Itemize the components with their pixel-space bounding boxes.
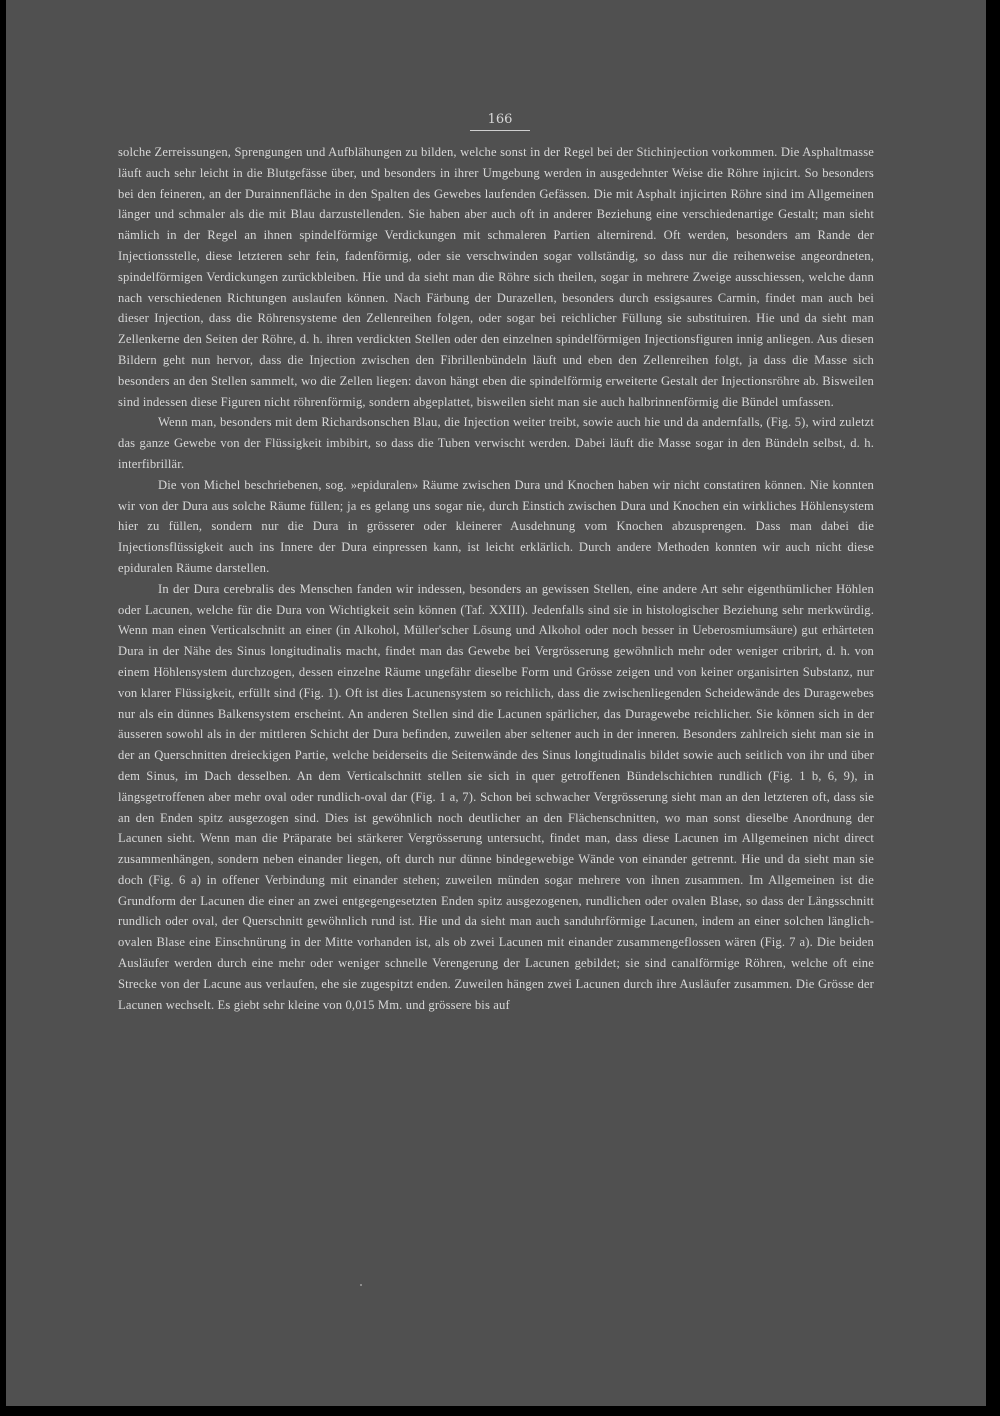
body-text — [118, 142, 874, 1015]
paragraph-3: Die von Michel beschriebenen, sog. »epiduralen» Räume zwischen Dura und Knochen haben wir nicht constatiren können. Nie konnten wir von der Dura aus solche Räume füllen; ja es gelang uns sogar nie, durch Einstich zwischen Dura und Knochen ein wirkliches Höhlensystem hier zu füllen, sondern nur die Dura in grösserer oder kleinerer Ausdehnung vom Knochen abzusprengen. Dass man dabei die Injectionsflüssigkeit auch ins Innere der Dura einpressen kann, ist leicht erklärlich. Durch andere Methoden konnten wir auch nicht diese epiduralen Räume darstellen. — [118, 477, 874, 575]
paragraph-2: Wenn man, besonders mit dem Richardsonschen Blau, die Injection weiter treibt, sowie auch hie und da andernfalls, (Fig. 5), wird zuletzt das ganze Gewebe von der Flüssigkeit imbibirt, so dass die Tuben verwischt werden. Dabei läuft die Masse sogar in den Bündeln selbst, d. h. interfibrillär. — [118, 415, 874, 471]
scan-speck — [360, 1284, 362, 1286]
page-number: 166 — [470, 112, 530, 131]
scan-border-bottom — [0, 1406, 1000, 1416]
paragraph-4: In der Dura cerebralis des Menschen fanden wir indessen, besonders an gewissen Stellen, eine andere Art sehr eigenthümlicher Höhlen oder Lacunen, welche für die Dura von Wichtigkeit sein können (Taf. XXIII). Jedenfalls sind sie in histologischer Beziehung sehr merkwürdig. Wenn man einen Verticalschnitt an einer (in Alkohol, Müller'scher Lösung und Alkohol oder noch besser in Ueberosmiumsäure) gut erhärteten Dura in der Nähe des Sinus longitudinalis macht, findet man das Gewebe bei Vergrösserung gewöhnlich mehr oder weniger cribrirt, d. h. von einem Höhlensystem durchzogen, dessen einzelne Räume ungefähr dieselbe Form und Grösse zeigen und von keiner organisirten Substanz, nur von klarer Flüssigkeit, erfüllt sind (Fig. 1). Oft ist dies Lacunensystem so reichlich, dass die zwischenliegenden Scheidewände des Duragewebes nur als ein dünnes Balkensystem erscheint. An anderen Stellen sind die Lacunen spärlicher, das Duragewebe reichlicher. Sie können sich in der äusseren sowohl als in der mittleren Schicht der Dura befinden, zuweilen aber seltener auch in der inneren. Besonders zahlreich sieht man sie in der an Querschnitten dreieckigen Partie, welche beiderseits die Seitenwände des Sinus longitudinalis bildet sowie auch seitlich von ihr und über dem Sinus, im Dach desselben. An dem Verticalschnitt stellen sie sich in quer getroffenen Bündelschichten rundlich (Fig. 1 b, 6, 9), in längsgetroffenen aber mehr oval oder rundlich-oval dar (Fig. 1 a, 7). Schon bei schwacher Vergrösserung sieht man an den letzteren oft, dass sie an den Enden spitz ausgezogen sind. Dies ist gewöhnlich noch deutlicher an den Flächenschnitten, wo man sonst dieselbe Anordnung der Lacunen sieht. Wenn man die Präparate bei stärkerer Vergrösserung untersucht, findet man, dass diese Lacunen im Allgemeinen nicht direct zusammenhängen, sondern neben einander liegen, oft durch nur dünne bindegewebige Wände von einander getrennt. Hie und da sieht man sie doch (Fig. 6 a) in offener Verbindung mit einander stehen; zuweilen münden sogar mehrere von ihnen zusammen. Im Allgemeinen ist die Grundform der Lacunen die einer an zwei entgegengesetzten Enden spitz ausgezogenen, rundlichen oder ovalen Blase, so dass der Längsschnitt rundlich oder oval, der Querschnitt gewöhnlich rund ist. Hie und da sieht man auch sanduhrförmige Lacunen, indem an einer solchen länglich-ovalen Blase eine Einschnürung in der Mitte vorhanden ist, als ob zwei Lacunen mit einander zusammengeflossen wären (Fig. 7 a). Die beiden Ausläufer werden durch eine mehr oder weniger schnelle Verengerung der Lacunen gebildet; sie sind canalförmige Röhren, welche oft eine Strecke von der Lacune aus verlaufen, ehe sie zugespitzt enden. Zuweilen hängen zwei Lacunen durch ihre Ausläufer zusammen. Die Grösse der Lacunen wechselt. Es giebt sehr kleine von 0,015 Mm. und grössere bis auf — [118, 581, 874, 1012]
scan-border-left — [0, 0, 6, 1416]
scan-border-right — [986, 0, 1000, 1416]
paragraph-1: solche Zerreissungen, Sprengungen und Aufblähungen zu bilden, welche sonst in der Regel bei der Stichinjection vorkommen. Die Asphaltmasse läuft auch sehr leicht in die Blutgefässe über, und besonders in ihrer Umgebung werden in ausgedehnter Weise die Röhre injicirt. So besonders bei den feineren, an der Durainnenfläche in den Spalten des Gewebes laufenden Gefässen. Die mit Asphalt injicirten Röhre sind im Allgemeinen länger und schmaler als die mit Blau darzustellenden. Sie haben aber auch oft in anderer Beziehung eine verschiedenartige Gestalt; man sieht nämlich in der Regel an ihnen spindelförmige Verdickungen mit schmaleren Partien alternirend. Oft werden, besonders am Rande der Injectionsstelle, diese letzteren sehr fein, fadenförmig, oder sie verschwinden sogar vollständig, so dass nur die reihenweise angeordneten, spindelförmigen Verdickungen zurückbleiben. Hie und da sieht man die Röhre sich theilen, sogar in mehrere Zweige ausschiessen, welche dann nach verschiedenen Richtungen auslaufen können. Nach Färbung der Durazellen, besonders durch essigsaures Carmin, findet man auch bei dieser Injection, dass die Röhrensysteme den Zellenreihen folgen, oder sogar bei reichlicher Füllung sie substituiren. Hie und da sieht man Zellenkerne den Seiten der Röhre, d. h. ihren verdickten Stellen oder den einzelnen spindelförmigen Injectionsfiguren innig anliegen. Aus diesen Bildern geht nun hervor, dass die Injection zwischen den Fibrillenbündeln läuft und eben den Zellenreihen folgt, ja dass die Masse sich besonders an den Stellen sammelt, wo die Zellen liegen: davon hängt eben die spindelförmig erweiterte Gestalt der Injectionsröhre ab. Bisweilen sind indessen diese Figuren nicht röhrenförmig, sondern abgeplattet, bisweilen sieht man sie auch halbrinnenförmig die Bündel umfassen. — [118, 145, 874, 409]
